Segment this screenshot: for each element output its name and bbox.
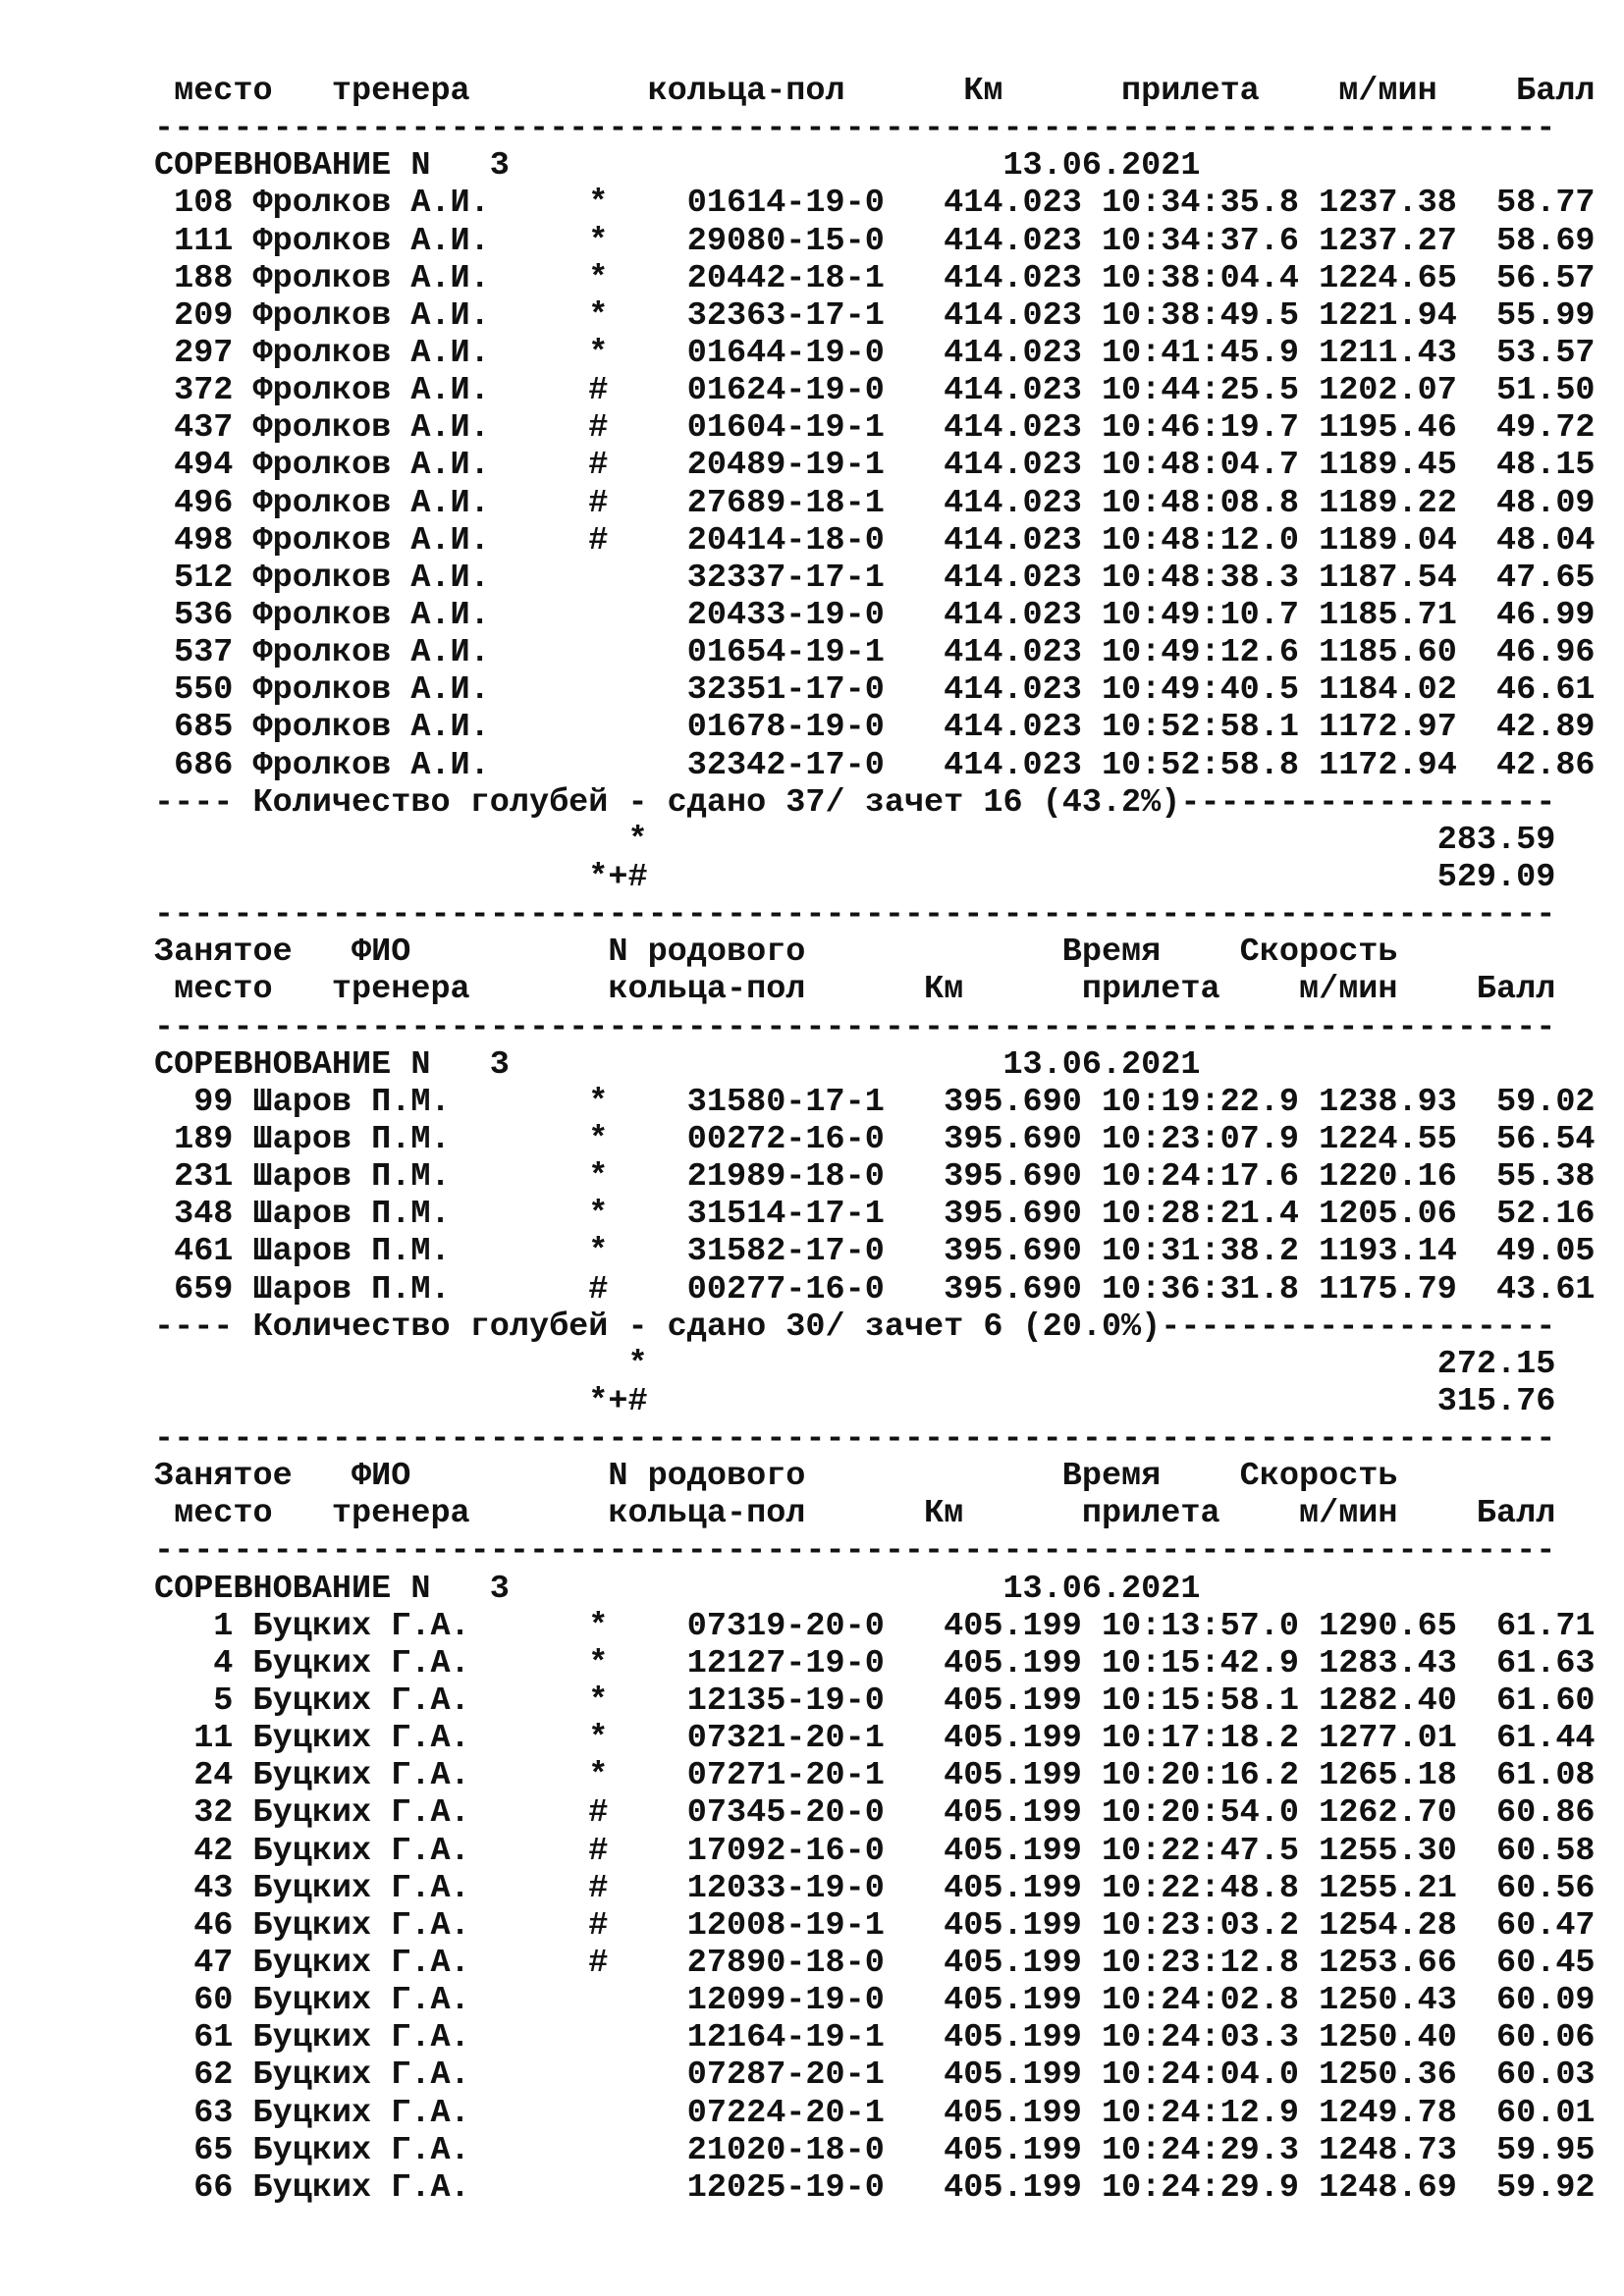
competition-header: СОРЕВНОВАНИЕ N 3 13.06.2021 [154,1045,1201,1084]
result-row: 65 Буцких Г.А. 21020-18-0 405.199 10:24:29.3 1248.73 59.95 [154,2131,1596,2169]
result-row: 209 Фролков А.И. * 32363-17-1 414.023 10:38:49.5 1221.94 55.99 [154,296,1596,335]
result-row: 348 Шаров П.М. * 31514-17-1 395.690 10:28:21.4 1205.06 52.16 [154,1196,1596,1234]
competition-header: СОРЕВНОВАНИЕ N 3 13.06.2021 [154,1570,1201,1608]
separator-line: ----------------------------------------------------------------------- [154,896,1556,934]
score-total: * 272.15 [154,1345,1556,1383]
result-row: 496 Фролков А.И. # 27689-18-1 414.023 10:48:08.8 1189.22 48.09 [154,484,1596,522]
separator-line: ----------------------------------------------------------------------- [154,1532,1556,1571]
result-row: 62 Буцких Г.А. 07287-20-1 405.199 10:24:04.0 1250.36 60.03 [154,2056,1596,2095]
column-header: место тренера кольца-пол Км прилета м/мин Балл [154,73,1596,110]
result-row: 60 Буцких Г.А. 12099-19-0 405.199 10:24:02.8 1250.43 60.09 [154,1982,1596,2020]
column-header: место тренера кольца-пол Км прилета м/мин Балл [154,1495,1556,1533]
result-row: 461 Шаров П.М. * 31582-17-0 395.690 10:31:38.2 1193.14 49.05 [154,1233,1596,1271]
result-row: 550 Фролков А.И. 32351-17-0 414.023 10:49:40.5 1184.02 46.61 [154,671,1596,710]
result-row: 498 Фролков А.И. # 20414-18-0 414.023 10:48:12.0 1189.04 48.04 [154,521,1596,560]
result-row: 108 Фролков А.И. * 01614-19-0 414.023 10:34:35.8 1237.38 58.77 [154,185,1596,223]
result-row: 686 Фролков А.И. 32342-17-0 414.023 10:52:58.8 1172.94 42.86 [154,746,1596,784]
result-row: 231 Шаров П.М. * 21989-18-0 395.690 10:24:17.6 1220.16 55.38 [154,1158,1596,1197]
result-row: 1 Буцких Г.А. * 07319-20-0 405.199 10:13:57.0 1290.65 61.71 [154,1607,1596,1645]
section-summary: ---- Количество голубей - сдано 30/ зачет 6 (20.0%)-------------------- [154,1308,1556,1346]
column-header: Занятое ФИО N родового Время Скорость [154,934,1398,972]
result-row: 437 Фролков А.И. # 01604-19-1 414.023 10:46:19.7 1195.46 49.72 [154,409,1596,448]
results-printout [154,73,1596,2207]
separator-line: ----------------------------------------------------------------------- [154,1420,1556,1459]
section-summary: ---- Количество голубей - сдано 37/ зачет 16 (43.2%)------------------- [154,783,1556,822]
separator-line: ----------------------------------------------------------------------- [154,1008,1556,1046]
score-total: *+# 529.09 [154,858,1556,896]
result-row: 42 Буцких Г.А. # 17092-16-0 405.199 10:22:47.5 1255.30 60.58 [154,1832,1596,1870]
result-row: 63 Буцких Г.А. 07224-20-1 405.199 10:24:12.9 1249.78 60.01 [154,2094,1596,2132]
score-total: * 283.59 [154,821,1556,859]
result-row: 4 Буцких Г.А. * 12127-19-0 405.199 10:15:42.9 1283.43 61.63 [154,1644,1596,1682]
score-total: *+# 315.76 [154,1382,1556,1420]
result-row: 189 Шаров П.М. * 00272-16-0 395.690 10:23:07.9 1224.55 56.54 [154,1120,1596,1158]
result-row: 512 Фролков А.И. 32337-17-1 414.023 10:48:38.3 1187.54 47.65 [154,559,1596,597]
result-row: 536 Фролков А.И. 20433-19-0 414.023 10:49:10.7 1185.71 46.99 [154,596,1596,634]
separator-line: ----------------------------------------------------------------------- [154,110,1556,148]
result-row: 297 Фролков А.И. * 01644-19-0 414.023 10:41:45.9 1211.43 53.57 [154,334,1596,372]
result-row: 188 Фролков А.И. * 20442-18-1 414.023 10:38:04.4 1224.65 56.57 [154,259,1596,297]
result-row: 47 Буцких Г.А. # 27890-18-0 405.199 10:23:12.8 1253.66 60.45 [154,1945,1596,1983]
result-row: 111 Фролков А.И. * 29080-15-0 414.023 10:34:37.6 1237.27 58.69 [154,222,1596,260]
result-row: 66 Буцких Г.А. 12025-19-0 405.199 10:24:29.9 1248.69 59.92 [154,2168,1596,2207]
result-row: 659 Шаров П.М. # 00277-16-0 395.690 10:36:31.8 1175.79 43.61 [154,1270,1596,1308]
column-header: место тренера кольца-пол Км прилета м/мин Балл [154,971,1556,1009]
result-row: 5 Буцких Г.А. * 12135-19-0 405.199 10:15:58.1 1282.40 61.60 [154,1682,1596,1721]
result-row: 11 Буцких Г.А. * 07321-20-1 405.199 10:17:18.2 1277.01 61.44 [154,1720,1596,1758]
competition-header: СОРЕВНОВАНИЕ N 3 13.06.2021 [154,147,1201,186]
result-row: 685 Фролков А.И. 01678-19-0 414.023 10:52:58.1 1172.97 42.89 [154,709,1596,747]
result-row: 494 Фролков А.И. # 20489-19-1 414.023 10:48:04.7 1189.45 48.15 [154,447,1596,485]
result-row: 43 Буцких Г.А. # 12033-19-0 405.199 10:22:48.8 1255.21 60.56 [154,1869,1596,1907]
result-row: 24 Буцких Г.А. * 07271-20-1 405.199 10:20:16.2 1265.18 61.08 [154,1757,1596,1795]
result-row: 99 Шаров П.М. * 31580-17-1 395.690 10:19:22.9 1238.93 59.02 [154,1083,1596,1121]
result-row: 32 Буцких Г.А. # 07345-20-0 405.199 10:20:54.0 1262.70 60.86 [154,1794,1596,1833]
result-row: 537 Фролков А.И. 01654-19-1 414.023 10:49:12.6 1185.60 46.96 [154,634,1596,672]
result-row: 61 Буцких Г.А. 12164-19-1 405.199 10:24:03.3 1250.40 60.06 [154,2019,1596,2057]
result-row: 372 Фролков А.И. # 01624-19-0 414.023 10:44:25.5 1202.07 51.50 [154,372,1596,410]
result-row: 46 Буцких Г.А. # 12008-19-1 405.199 10:23:03.2 1254.28 60.47 [154,1906,1596,1945]
column-header: Занятое ФИО N родового Время Скорость [154,1458,1398,1496]
